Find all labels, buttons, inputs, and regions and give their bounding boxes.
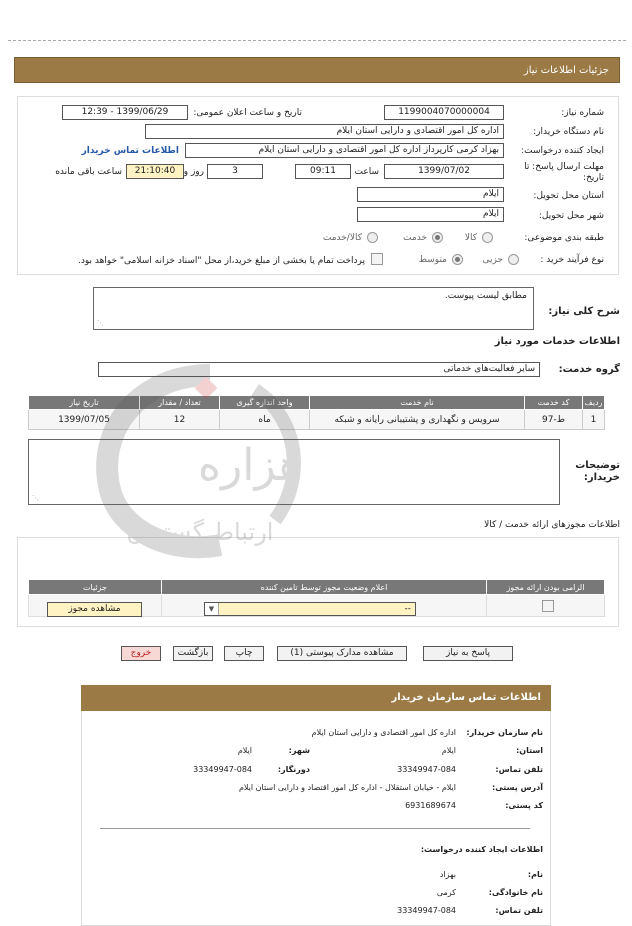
view-permit-button[interactable]: مشاهده مجوز [47,602,142,617]
last-name-label: نام خانوادگی: [488,888,543,897]
phone-label: تلفن تماس: [495,765,543,774]
fax-value: 33349947-084 [193,765,252,774]
col-need-date: تاریخ نیاز [29,396,140,410]
col-quantity: تعداد / مقدار [140,396,220,410]
need-description-text: مطابق لیست پیوست. [444,291,527,301]
address-value: ایلام - خیابان استقلال - اداره کل امور اقتصاد و دارایی استان ایلام [238,783,456,792]
first-name-label: نام: [527,870,543,879]
process-radio-medium[interactable] [452,254,463,265]
province-label: استان محل تحویل: [533,191,604,201]
buyer-name-field: اداره کل امور اقتصادی و دارایی استان ایلام [145,124,504,139]
chevron-down-icon[interactable]: ▼ [205,603,219,615]
service-group-field: سایر فعالیت‌های خدماتی [98,362,540,377]
creator-section-title: اطلاعات ایجاد کننده درخواست: [420,845,543,854]
col-unit: واحد اندازه گیری [220,396,310,410]
postal-label: کد پستی: [505,801,543,810]
back-button[interactable]: بازگشت [173,646,213,661]
postal-value: 6931689674 [405,801,456,810]
cell-code: ط-97 [525,410,583,430]
last-name-value: کرمی [436,888,456,897]
category-label: طبقه بندی موضوعی: [524,233,604,243]
deadline-time-field: 09:11 [295,164,351,179]
process-radio-minor[interactable] [508,254,519,265]
category-radio-both[interactable] [367,232,378,243]
deadline-date-field: 1399/07/02 [384,164,504,179]
province-card-label: استان: [516,746,543,755]
payment-note: پرداخت تمام یا بخشی از مبلغ خرید،از محل "اسناد خزانه اسلامی" خواهد بود. [77,256,365,266]
exit-button[interactable]: خروج [121,646,161,661]
category-radio-goods[interactable] [482,232,493,243]
first-name-value: بهزاد [439,870,456,879]
permit-status-select[interactable] [204,602,416,616]
process-option-minor: جزیی [482,255,503,265]
col-permit-required: الزامی بودن ارائه مجوز [487,580,605,595]
buyer-contact-link[interactable]: اطلاعات تماس خریدار [81,146,179,156]
cell-permit-required [487,595,605,617]
province-field: ایلام [357,187,504,202]
need-description-label: شرح کلی نیاز: [548,306,620,317]
contact-card-title: اطلاعات تماس سازمان خریدار [81,685,551,711]
org-label: نام سازمان خریدار: [466,728,543,737]
deadline-time-label: ساعت [354,167,379,177]
process-option-medium: متوسط [418,255,447,265]
cell-unit: ماه [220,410,310,430]
service-group-label: گروه خدمت: [558,364,620,375]
phone-value: 33349947-084 [397,765,456,774]
col-service-name: نام خدمت [310,396,525,410]
province-card-value: ایلام [441,746,456,755]
col-row: ردیف [583,396,605,410]
cell-row: 1 [583,410,605,430]
print-button[interactable]: چاپ [224,646,264,661]
col-permit-status: اعلام وضعیت مجوز توسط تامین کننده [162,580,487,595]
cell-need-date: 1399/07/05 [29,410,140,430]
deadline-label: مهلت ارسال پاسخ: تا تاریخ: [524,162,604,183]
permit-required-checkbox [542,600,554,612]
announce-field: 1399/06/29 - 12:39 [62,105,188,120]
top-divider [8,40,626,41]
watermark-brand: هزاره [197,440,303,491]
page-header: جزئیات اطلاعات نیاز [14,57,620,83]
creator-phone-value: 33349947-084 [397,906,456,915]
resize-grip-icon: ⋰ [32,494,39,502]
category-option-service: خدمت [403,233,427,243]
days-label: روز و [183,167,204,177]
need-description-field [93,287,534,330]
city-card-label: شهر: [288,746,310,755]
attachments-button[interactable]: مشاهده مدارک پیوستی (1) [277,646,407,661]
remaining-time-field: 21:10:40 [126,164,184,179]
org-value: اداره کل امور اقتصادی و دارایی استان ایلام [311,728,456,737]
creator-phone-label: تلفن تماس: [495,906,543,915]
process-label: نوع فرآیند خرید : [540,255,604,265]
city-label: شهر محل تحویل: [538,211,604,221]
reply-button[interactable]: پاسخ به نیاز [423,646,513,661]
category-radio-service[interactable] [432,232,443,243]
days-field: 3 [207,164,263,179]
need-number-field: 1199004070000004 [384,105,504,120]
resize-grip-icon: ⋰ [97,319,104,327]
need-number-label: شماره نیاز: [561,108,604,118]
permits-title: اطلاعات مجوزهای ارائه خدمت / کالا [484,520,620,530]
watermark-logo [80,360,340,560]
creator-label: ایجاد کننده درخواست: [521,146,604,156]
address-label: آدرس پستی: [492,783,543,792]
contact-card [81,685,551,926]
cell-quantity: 12 [140,410,220,430]
remaining-label: ساعت باقی مانده [55,167,122,177]
fax-label: دورنگار: [277,765,310,774]
category-option-both: کالا/خدمت [322,233,362,243]
announce-label: تاریخ و ساعت اعلان عمومی: [193,108,302,118]
permit-status-value: -- [404,604,411,614]
details-panel [17,96,619,275]
buyer-name-label: نام دستگاه خریدار: [533,127,604,137]
cell-service-name: سرویس و نگهداری و پشتیبانی رایانه و شبکه [310,410,525,430]
payment-checkbox[interactable] [371,253,383,265]
category-option-goods: کالا [464,233,477,243]
card-divider [100,828,530,829]
city-card-value: ایلام [237,746,252,755]
col-permit-details: جزئیات [29,580,162,595]
buyer-notes-label: توضیحات خریدار: [575,460,620,483]
watermark-text: ارتباط گستران [126,518,274,546]
city-field: ایلام [357,207,504,222]
creator-field: بهزاد کرمی کارپرداز اداره کل امور اقتصادی و دارایی استان ایلام [185,143,504,158]
services-title: اطلاعات خدمات مورد نیاز [494,336,620,347]
col-code: کد خدمت [525,396,583,410]
